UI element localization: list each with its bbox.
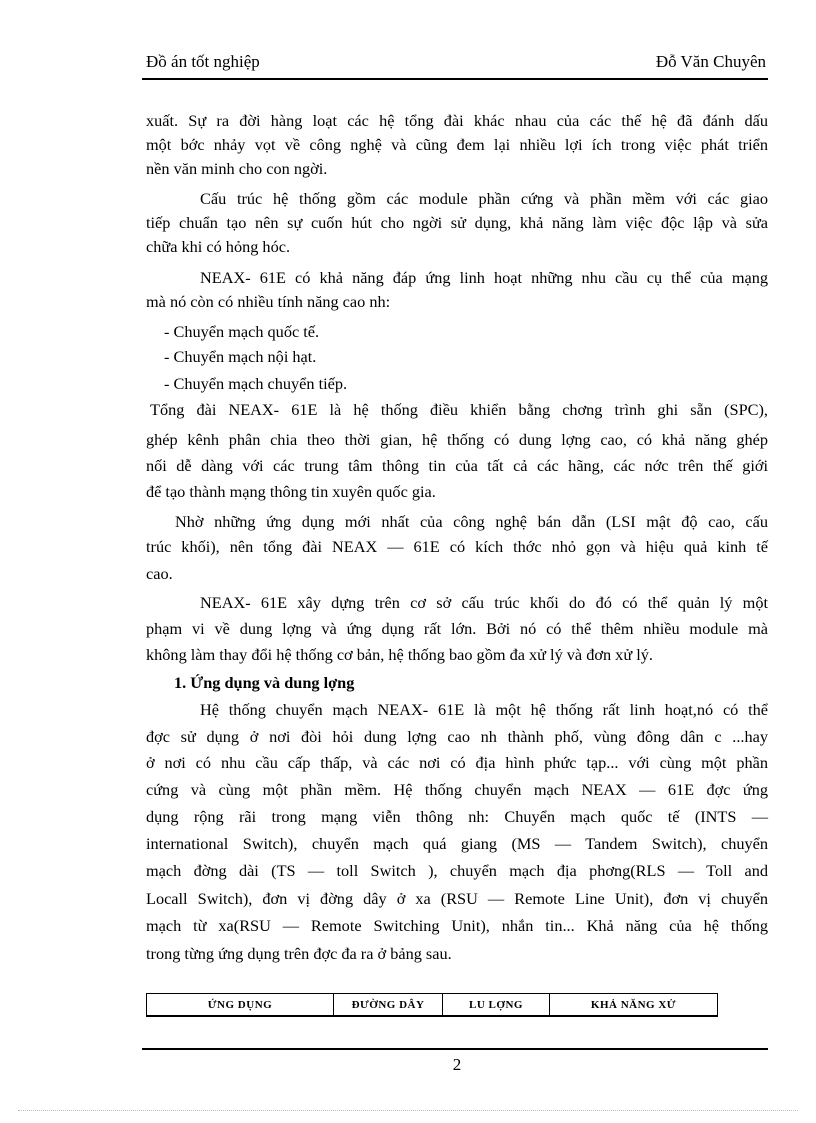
body-line: ở nơi có nhu cầu cấp thấp, và các nơi có địa hình phức tạp... với cùng một phần <box>146 753 768 772</box>
body-line: ghép kênh phân chia theo thời gian, hệ thống có dung lợng cao, có khả năng ghép <box>146 430 768 449</box>
body-line: dụng rộng rãi trong mạng viễn thông nh: Chuyển mạch quốc tế (INTS — <box>146 807 768 826</box>
body-line: đợc sử dụng ở nơi đòi hỏi dung lợng cao nh thành phố, vùng đông dân c ...hay <box>146 727 768 746</box>
body-line: cứng và cùng một phần mềm. Hệ thống chuyển mạch NEAX — 61E đợc ứng <box>146 780 768 799</box>
list-item: - Chuyển mạch quốc tế. <box>164 322 320 341</box>
body-line: mạch từ xa(RSU — Remote Switching Unit), nhắn tin... Khả năng của hệ thống <box>146 916 768 935</box>
table-header-cell: ỨNG DỤNG <box>147 994 334 1015</box>
body-line: nền văn minh cho con ngời. <box>146 159 328 178</box>
body-line: NEAX- 61E có khả năng đáp ứng linh hoạt những nhu cầu cụ thể của mạng <box>200 268 768 287</box>
body-line: trúc khối), nên tổng đài NEAX — 61E có kích thớc nhỏ gọn và hiệu quả kinh tế <box>146 537 768 556</box>
body-line: để tạo thành mạng thông tin xuyên quốc gia. <box>146 482 436 501</box>
body-line: nối dễ dàng với các trung tâm thông tin của tất cả các hãng, các nớc trên thế giới <box>146 456 768 475</box>
list-item: - Chuyển mạch nội hạt. <box>164 347 317 366</box>
section-heading: 1. Ứng dụng và dung lợng <box>174 673 355 692</box>
body-line: tiếp chuẩn tạo nên sự cuốn hút cho ngời sử dụng, khả năng làm việc độc lập và sửa <box>146 213 768 232</box>
body-line: Hệ thống chuyển mạch NEAX- 61E là một hệ thống rất linh hoạt,nó có thể <box>200 700 768 719</box>
body-line: một bớc nhảy vọt về công nghệ và cũng đem lại nhiều lợi ích trong việc phát triển <box>146 135 768 154</box>
body-line: Tổng đài NEAX- 61E là hệ thống điều khiển bằng chơng trình ghi sẵn (SPC), <box>150 400 768 419</box>
body-line: mạch đờng dài (TS — toll Switch ), chuyển mạch địa phơng(RLS — Toll and <box>146 861 768 880</box>
header-rule <box>142 78 768 80</box>
body-line: mà nó còn có nhiều tính năng cao nh: <box>146 292 391 311</box>
list-item: - Chuyển mạch chuyển tiếp. <box>164 374 348 393</box>
body-line: xuất. Sự ra đời hàng loạt các hệ tổng đài khác nhau của các thế hệ đã đánh dấu <box>146 111 768 130</box>
body-line: không làm thay đổi hệ thống cơ bản, hệ thống bao gồm đa xử lý và đơn xử lý. <box>146 645 653 664</box>
header-title: Đồ án tốt nghiệp <box>146 52 260 71</box>
capacity-table-header <box>146 993 718 1017</box>
page-edge-divider <box>18 1110 798 1111</box>
body-line: Locall Switch), đơn vị đờng dây ở xa (RSU — Remote Line Unit), đơn vị chuyển <box>146 889 768 908</box>
table-header-cell: LU LỢNG <box>443 994 550 1015</box>
table-header-cell: KHẢ NĂNG XỬ <box>590 998 677 1011</box>
body-line: cao. <box>146 564 173 583</box>
body-line: trong từng ứng dụng trên đợc đa ra ở bảng sau. <box>146 944 452 963</box>
body-line: Nhờ những ứng dụng mới nhất của công nghệ bán dẫn (LSI mật độ cao, cấu <box>175 512 768 531</box>
body-line: chữa khi có hỏng hóc. <box>146 237 291 256</box>
footer-rule <box>142 1048 768 1050</box>
body-line: international Switch), chuyển mạch quá giang (MS — Tandem Switch), chuyển <box>146 834 768 853</box>
table-header-cell: ĐƯỜNG DÂY <box>334 994 443 1015</box>
body-line: phạm vi về dung lợng và ứng dụng rất lớn. Bởi nó có thể thêm nhiều module mà <box>146 619 768 638</box>
header-author: Đỗ Văn Chuyên <box>655 52 766 71</box>
body-line: NEAX- 61E xây dựng trên cơ sở cấu trúc khối do đó có thể quản lý một <box>200 593 768 612</box>
body-line: Cấu trúc hệ thống gồm các module phần cứng và phần mềm với các giao <box>200 189 768 208</box>
page-number: 2 <box>452 1055 462 1074</box>
